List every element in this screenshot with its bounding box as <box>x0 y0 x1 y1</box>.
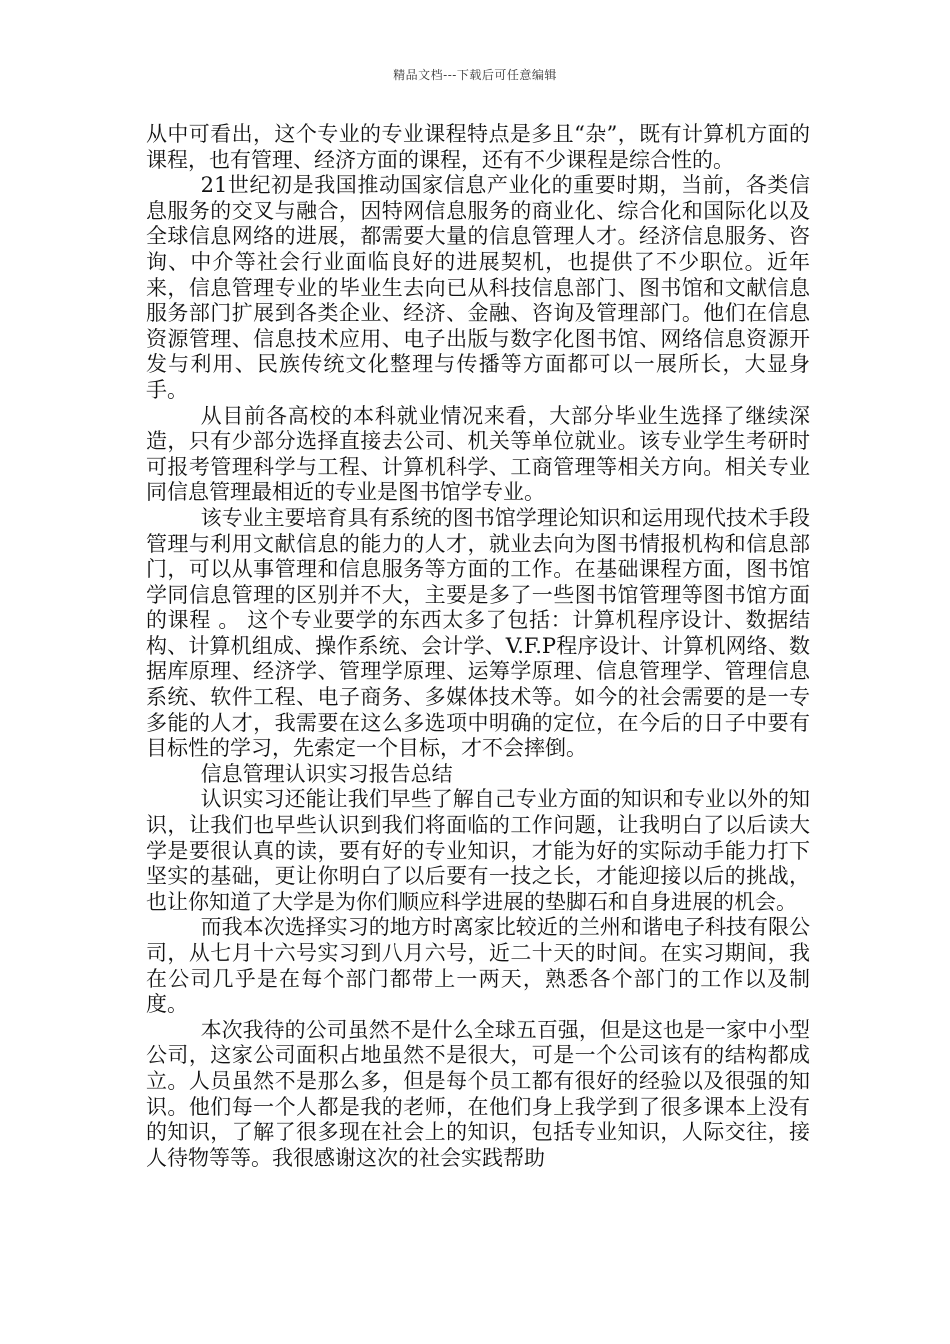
paragraph-employment: 从目前各高校的本科就业情况来看，大部分毕业生选择了继续深造，只有少部分选择直接去公司、机关等单位就业。该专业学生考研时可报考管理科学与工程、计算机科学、工商管理等相关方向。相关专业 同信息管理最相近的专业是图书馆学专业。 <box>146 403 810 505</box>
document-body <box>146 122 810 1171</box>
paragraph-internship-location: 而我本次选择实习的地方时离家比较近的兰州和谐电子科技有限公司，从七月十六号实习到八月六号，近二十天的时间。在实习期间，我在公司几乎是在每个部门都带上一两天，熟悉各个部门的工作以及制度。 <box>146 915 810 1017</box>
paragraph-course-features: 从中可看出，这个专业的专业课程特点是多且“杂”，既有计算机方面的课程，也有管理、经济方面的课程，还有不少课程是综合性的。 <box>146 122 810 172</box>
paragraph-company: 本次我待的公司虽然不是什么全球五百强，但是这也是一家中小型公司，这家公司面积占地虽然不是很大，可是一个公司该有的结构都成立。人员虽然不是那么多，但是每个员工都有很好的经验以及很强的知识。他们每一个人都是我的老师，在他们身上我学到了很多课本上没有的知识，了解了很多现在社会上的知识，包括专业知识，人际交往，接人待物等等。我很感谢这次的社会实践帮助 <box>146 1017 810 1170</box>
section-title-summary: 信息管理认识实习报告总结 <box>200 761 453 786</box>
paragraph-library-science: 该专业主要培育具有系统的图书馆学理论知识和运用现代技术手段管理与利用文献信息的能力的人才，就业去向为图书情报机构和信息部门，可以从事管理和信息服务等方面的工作。在基础课程方面，图书馆学同信息管理的区别并不大，主要是多了一些图书馆管理等图书馆方面的课程 。 这个专业要学的东西太多了包括：计算机程序设计、数据结构、计算机组成、操作系统、会计学、V.F.P程序设计、计算机网络、数据库原理、经济学、管理学原理、运筹学原理、信息管理学、管理信息系统、软件工程、电子商务、多媒体技术等。如今的社会需要的是一专多能的人才，我需要在这么多选项中明确的定位，在今后的日子中要有目标性的学习，先索定一个目标，才不会摔倒。 <box>146 505 810 761</box>
page-header: 精品文档---下载后可任意编辑 <box>393 68 557 82</box>
paragraph-industry-outlook: 21世纪初是我国推动国家信息产业化的重要时期，当前，各类信息服务的交叉与融合，因特网信息服务的商业化、综合化和国际化以及全球信息网络的进展，都需要大量的信息管理人才。经济信息服务、咨询、中介等社会行业面临良好的进展契机，也提供了不少职位。近年来，信息管理专业的毕业生去向已从科技信息部门、图书馆和文献信息服务部门扩展到各类企业、经济、金融、咨询及管理部门。他们在信息资源管理、信息技术应用、电子出版与数字化图书馆、网络信息资源开发与利用、民族传统文化整理与传播等方面都可以一展所长，大显身手。 <box>146 173 810 402</box>
paragraph-internship-value: 认识实习还能让我们早些了解自己专业方面的知识和专业以外的知识，让我们也早些认识到我们将面临的工作问题，让我明白了以后读大学是要很认真的读，要有好的专业知识，才能为好的实际动手能力打下坚实的基础，更让你明白了以后要有一技之长，才能迎接以后的挑战，也让你知道了大学是为你们顺应科学进展的垫脚石和自身进展的机会。 <box>146 787 810 914</box>
